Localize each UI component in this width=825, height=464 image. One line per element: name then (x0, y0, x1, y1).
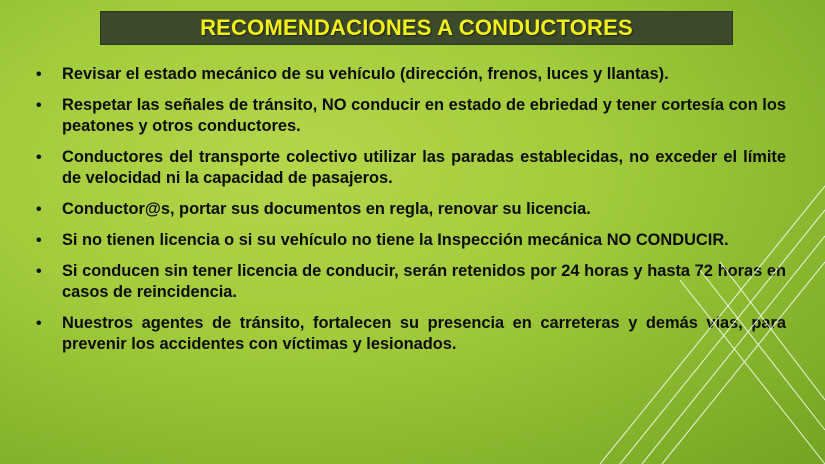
bullet-list (34, 64, 786, 365)
bullet-text: Nuestros agentes de tránsito, fortalecen su presencia en carreteras y demás vías, para prevenir los accidentes con víctimas y lesionados. (62, 314, 786, 353)
bullet-item (34, 261, 786, 303)
bullet-item (34, 230, 786, 251)
bullet-item (34, 313, 786, 355)
bullet-text: Revisar el estado mecánico de su vehículo (dirección, frenos, luces y llantas). (62, 65, 669, 83)
bullet-marker: • (36, 201, 42, 218)
title-bar (100, 11, 733, 45)
bullet-text: Conductor@s, portar sus documentos en regla, renovar su licencia. (62, 200, 591, 218)
bullet-item (34, 95, 786, 137)
bullet-text: Conductores del transporte colectivo utilizar las paradas establecidas, no exceder el límite de velocidad ni la capacidad de pasajeros. (62, 148, 786, 187)
bullet-marker: • (36, 97, 42, 114)
bullet-text: Si no tienen licencia o si su vehículo no tiene la Inspección mecánica NO CONDUCIR. (62, 231, 729, 249)
bullet-marker: • (36, 66, 42, 83)
bullet-marker: • (36, 232, 42, 249)
bullet-marker: • (36, 149, 42, 166)
slide-title: RECOMENDACIONES A CONDUCTORES (200, 15, 633, 40)
bullet-text: Si conducen sin tener licencia de conducir, serán retenidos por 24 horas y hasta 72 horas en casos de reincidencia. (62, 262, 786, 301)
bullet-item (34, 147, 786, 189)
bullet-marker: • (36, 263, 42, 280)
bullet-item (34, 64, 786, 85)
bullet-text: Respetar las señales de tránsito, NO conducir en estado de ebriedad y tener cortesía con los peatones y otros conductores. (62, 96, 786, 135)
bullet-item (34, 199, 786, 220)
bullet-marker: • (36, 315, 42, 332)
